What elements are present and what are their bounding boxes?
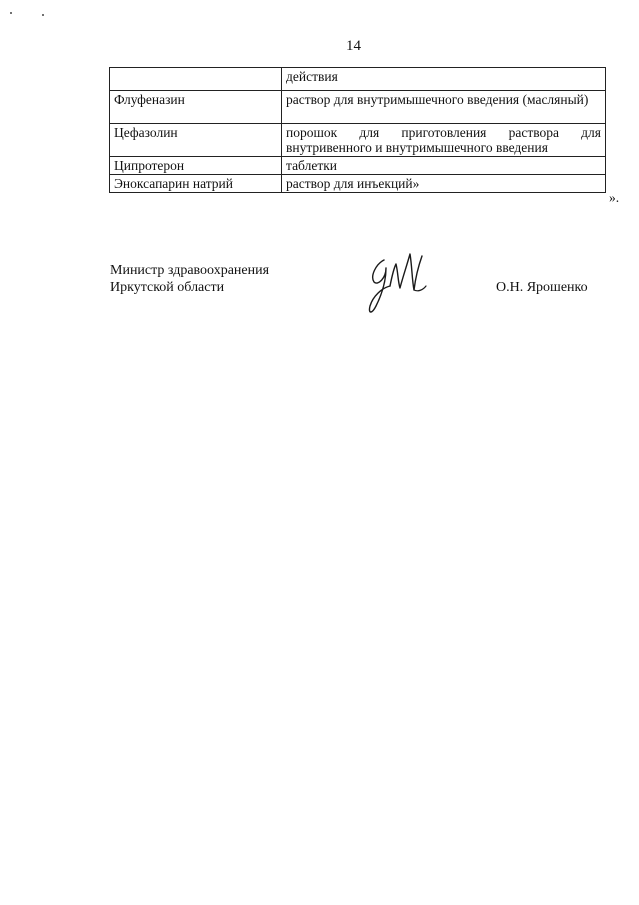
signatory-name: О.Н. Ярошенко xyxy=(496,280,588,295)
drug-name-cell: Ципротерон xyxy=(110,157,282,175)
dosage-form-cell: таблетки xyxy=(282,157,606,175)
signatory-title xyxy=(110,262,269,296)
table-row xyxy=(110,175,606,193)
signatory-title-line: Иркутской области xyxy=(110,280,225,295)
dosage-form-cell: действия xyxy=(282,68,606,91)
drug-table xyxy=(109,67,606,193)
handwritten-signature xyxy=(360,246,432,325)
dosage-form-cell: раствор для внутримышечного введения (масляный) xyxy=(282,91,606,124)
scan-speck xyxy=(10,12,12,14)
table-row xyxy=(110,91,606,124)
signatory-title-line: Министр здравоохранения xyxy=(110,263,270,278)
drug-name-cell: Эноксапарин натрий xyxy=(110,175,282,193)
table-row xyxy=(110,157,606,175)
handwritten-signature-drawing xyxy=(360,246,432,320)
drug-name-cell xyxy=(110,68,282,91)
scan-speck xyxy=(42,14,44,16)
table-row xyxy=(110,68,606,91)
closing-quote: ». xyxy=(609,190,620,205)
table-row xyxy=(110,124,606,157)
dosage-form-cell: раствор для инъекций» xyxy=(282,175,606,193)
drug-name-cell: Флуфеназин xyxy=(110,91,282,124)
page-number: 14 xyxy=(346,38,361,54)
drug-name-cell: Цефазолин xyxy=(110,124,282,157)
dosage-form-cell: порошок для приготовления раствора для внутривенного и внутримышечного введения xyxy=(282,124,606,157)
